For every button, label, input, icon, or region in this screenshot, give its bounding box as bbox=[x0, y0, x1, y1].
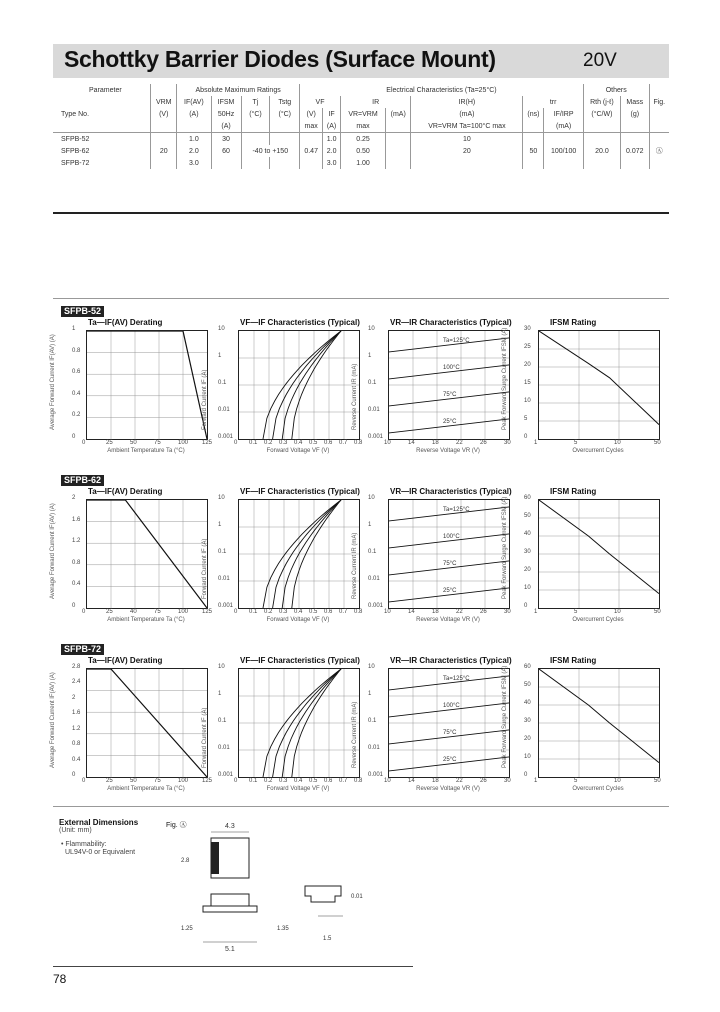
x-tick-label: 50 bbox=[654, 440, 661, 446]
derating-line bbox=[87, 331, 207, 439]
group-others: Others bbox=[583, 84, 649, 96]
x-axis-label: Forward Voltage VF (V) bbox=[266, 617, 330, 623]
y-tick-label: 0.1 bbox=[218, 549, 227, 555]
ifsm-curve bbox=[539, 331, 659, 425]
x-tick-label: 0 bbox=[82, 778, 86, 784]
x-tick-label: 0.5 bbox=[309, 440, 318, 446]
x-tick-label: 0.5 bbox=[309, 609, 318, 615]
x-tick-label: 10 bbox=[614, 778, 621, 784]
y-tick-label: 0.001 bbox=[368, 434, 384, 440]
x-tick-label: 100 bbox=[178, 609, 189, 615]
series-label: Ta=125°C bbox=[443, 337, 470, 344]
table-bottom-rule bbox=[53, 212, 669, 214]
y-axis-label: Peak Forward Surge Current IFSM (A) bbox=[502, 496, 508, 599]
x-tick-label: 10 bbox=[614, 609, 621, 615]
x-tick-label: 0 bbox=[234, 778, 238, 784]
y-tick-label: 0.8 bbox=[72, 347, 81, 354]
x-tick-label: 0.3 bbox=[279, 609, 288, 615]
y-tick-label: 0 bbox=[524, 434, 528, 440]
external-dimensions bbox=[53, 812, 433, 962]
section-label: SFPB-52 bbox=[61, 306, 104, 317]
plot-area bbox=[86, 499, 208, 609]
y-axis-label: Reverse Current IR (mA) bbox=[352, 532, 358, 599]
x-tick-label: 75 bbox=[154, 609, 161, 615]
x-tick-label: 22 bbox=[456, 440, 463, 446]
x-tick-label: 1 bbox=[534, 609, 538, 615]
x-tick-label: 22 bbox=[456, 609, 463, 615]
chart-title: IFSM Rating bbox=[550, 656, 597, 665]
y-tick-label: 30 bbox=[524, 549, 531, 555]
chart-panel bbox=[502, 487, 661, 627]
table-row: SFPB-52 1.0 30 1.0 0.25 10 bbox=[53, 133, 669, 146]
ext-fig: Fig. Ⓐ bbox=[166, 822, 187, 829]
y-tick-label: 1.2 bbox=[72, 538, 81, 545]
dim-lead-left: 1.25 bbox=[181, 926, 193, 932]
plot-area bbox=[538, 499, 660, 609]
y-tick-label: 1.2 bbox=[72, 725, 81, 732]
section-label: SFPB-72 bbox=[61, 644, 104, 655]
x-tick-label: 125 bbox=[202, 778, 213, 784]
x-tick-label: 0.7 bbox=[339, 778, 348, 784]
x-tick-label: 25 bbox=[106, 778, 113, 784]
ext-top-rule bbox=[53, 806, 669, 807]
group-elec: Electrical Characteristics (Ta=25°C) bbox=[300, 84, 584, 96]
x-tick-label: 0.8 bbox=[354, 778, 363, 784]
chart-svg bbox=[389, 669, 509, 777]
x-tick-label: 0.8 bbox=[354, 440, 363, 446]
x-axis-label: Reverse Voltage VR (V) bbox=[416, 448, 480, 454]
x-tick-label: 26 bbox=[480, 609, 487, 615]
x-axis-label: Overcurrent Cycles bbox=[572, 617, 624, 623]
y-axis-label: Average Forward Current IF(AV) (A) bbox=[50, 503, 56, 599]
y-tick-label: 10 bbox=[524, 754, 531, 760]
y-tick-label: 0.001 bbox=[368, 603, 384, 609]
plot-area bbox=[238, 330, 360, 440]
chart-svg bbox=[389, 500, 509, 608]
y-tick-label: 60 bbox=[524, 664, 531, 670]
x-tick-label: 0.1 bbox=[249, 778, 258, 784]
mass-col: Mass bbox=[620, 96, 649, 108]
fig-label: Fig. bbox=[649, 96, 669, 108]
footer-rule bbox=[53, 966, 413, 967]
y-tick-label: 60 bbox=[524, 495, 531, 501]
series-label: 25°C bbox=[443, 587, 457, 594]
y-tick-label: 0.001 bbox=[368, 772, 384, 778]
x-tick-label: 0.7 bbox=[339, 440, 348, 446]
x-tick-label: 14 bbox=[408, 778, 415, 784]
y-tick-label: 0 bbox=[524, 772, 528, 778]
x-axis-label: Forward Voltage VF (V) bbox=[266, 786, 330, 792]
plot-area bbox=[538, 668, 660, 778]
y-tick-label: 0.2 bbox=[72, 412, 81, 419]
x-tick-label: 26 bbox=[480, 778, 487, 784]
x-tick-label: 0.1 bbox=[249, 440, 258, 446]
y-tick-label: 50 bbox=[524, 682, 531, 688]
dim-width: 4.3 bbox=[225, 823, 235, 830]
series-label: 75°C bbox=[443, 560, 457, 567]
chart-title: VR—IR Characteristics (Typical) bbox=[390, 656, 512, 665]
plot-area bbox=[86, 668, 208, 778]
series-label: Ta=125°C bbox=[443, 675, 470, 682]
y-tick-label: 0.001 bbox=[218, 772, 234, 778]
x-tick-label: 0.4 bbox=[294, 609, 303, 615]
rth-col: Rth (j-ℓ) bbox=[583, 96, 620, 108]
y-tick-label: 2 bbox=[72, 495, 76, 501]
x-tick-label: 10 bbox=[384, 609, 391, 615]
ifsm-curve bbox=[539, 500, 659, 594]
x-tick-label: 0.6 bbox=[324, 609, 333, 615]
chart-svg bbox=[539, 669, 659, 777]
tj-col: Tj bbox=[241, 96, 270, 108]
x-tick-label: 0.1 bbox=[249, 609, 258, 615]
x-tick-label: 25 bbox=[106, 440, 113, 446]
ext-title: External Dimensions bbox=[59, 818, 139, 827]
x-tick-label: 18 bbox=[432, 778, 439, 784]
x-tick-label: 125 bbox=[202, 609, 213, 615]
table-row: SFPB-62 20 2.0 60 -40 to +150 0.47 2.0 0.50 20 50 100/100 20.0 0.072 Ⓐ bbox=[53, 145, 669, 157]
charts-top-rule bbox=[53, 298, 669, 299]
table-row: SFPB-72 3.0 3.0 1.00 bbox=[53, 157, 669, 169]
chart-title: IFSM Rating bbox=[550, 318, 597, 327]
x-tick-label: 5 bbox=[574, 440, 578, 446]
y-tick-label: 0.01 bbox=[218, 745, 230, 751]
x-tick-label: 50 bbox=[130, 778, 137, 784]
spec-table: Parameter Absolute Maximum Ratings Electrical Characteristics (Ta=25°C) Others VRM IF(AV) IFSM Tj Tstg VF IR IR(H) trr Rth (j-ℓ) Mass Fig. Type No. (V) (A) 50Hz (°C) (°C) (V) IF VR=VRM (mA) (mA) (ns) IF/IRP (°C/W) (g) (A) max (A) max VR=VRM Ta=100°C max (mA) SFPB-52 1.0 30 1.0 0.25 10 SFPB-62 20 2.0 60 -40 to +150 0.47 2.0 0.50 20 50 100/100 20.0 0.072 Ⓐ SFPB-72 3.0 3.0 1.00 bbox=[53, 84, 669, 169]
y-tick-label: 0.4 bbox=[72, 390, 81, 397]
y-tick-label: 1.6 bbox=[72, 516, 81, 523]
x-tick-label: 0.8 bbox=[354, 609, 363, 615]
series-label: 25°C bbox=[443, 756, 457, 763]
y-tick-label: 2.4 bbox=[72, 679, 81, 686]
vrm-col: VRM bbox=[151, 96, 177, 108]
x-axis-label: Overcurrent Cycles bbox=[572, 786, 624, 792]
x-tick-label: 75 bbox=[154, 778, 161, 784]
page-number: 78 bbox=[53, 972, 67, 986]
y-tick-label: 2.8 bbox=[72, 664, 81, 670]
x-tick-label: 10 bbox=[614, 440, 621, 446]
type-label: Type No. bbox=[61, 110, 90, 118]
y-tick-label: 0 bbox=[72, 434, 76, 440]
x-axis-label: Ambient Temperature Ta (°C) bbox=[107, 448, 185, 454]
x-tick-label: 14 bbox=[408, 609, 415, 615]
chart-svg bbox=[239, 331, 359, 439]
series-label: 75°C bbox=[443, 391, 457, 398]
x-tick-label: 0 bbox=[234, 609, 238, 615]
x-tick-label: 50 bbox=[654, 778, 661, 784]
group-abs: Absolute Maximum Ratings bbox=[177, 84, 300, 96]
y-tick-label: 0.01 bbox=[368, 576, 380, 582]
y-tick-label: 1.6 bbox=[72, 710, 81, 717]
chart-title: VR—IR Characteristics (Typical) bbox=[390, 318, 512, 327]
series-label: Ta=125°C bbox=[443, 506, 470, 513]
x-tick-label: 26 bbox=[480, 440, 487, 446]
y-tick-label: 10 bbox=[218, 664, 225, 670]
y-tick-label: 10 bbox=[368, 495, 375, 501]
x-tick-label: 0.2 bbox=[264, 778, 273, 784]
y-tick-label: 20 bbox=[524, 362, 531, 368]
x-tick-label: 1 bbox=[534, 440, 538, 446]
y-axis-label: Average Forward Current IF(AV) (A) bbox=[50, 334, 56, 430]
y-tick-label: 0.001 bbox=[218, 434, 234, 440]
x-axis-label: Reverse Voltage VR (V) bbox=[416, 617, 480, 623]
y-tick-label: 30 bbox=[524, 326, 531, 332]
y-axis-label: Forward Current IF (A) bbox=[202, 707, 208, 768]
chart-svg bbox=[87, 669, 207, 777]
y-tick-label: 40 bbox=[524, 531, 531, 537]
chart-panel bbox=[50, 656, 213, 796]
ifsm-curve bbox=[539, 669, 659, 763]
y-tick-label: 2 bbox=[72, 694, 76, 701]
chart-svg bbox=[539, 331, 659, 439]
x-tick-label: 5 bbox=[574, 778, 578, 784]
param-label: Parameter bbox=[89, 86, 122, 94]
series-label: 25°C bbox=[443, 418, 457, 425]
y-tick-label: 1 bbox=[218, 522, 222, 528]
y-tick-label: 10 bbox=[524, 585, 531, 591]
x-tick-label: 0.6 bbox=[324, 440, 333, 446]
y-axis-label: Average Forward Current IF(AV) (A) bbox=[50, 672, 56, 768]
y-tick-label: 10 bbox=[218, 326, 225, 332]
x-tick-label: 30 bbox=[504, 609, 511, 615]
chart-svg bbox=[87, 331, 207, 439]
y-tick-label: 0.01 bbox=[218, 576, 230, 582]
x-tick-label: 40 bbox=[130, 609, 137, 615]
x-tick-label: 0 bbox=[82, 440, 86, 446]
y-tick-label: 0.4 bbox=[72, 581, 81, 588]
x-tick-label: 10 bbox=[384, 440, 391, 446]
irh-col: IR(H) bbox=[411, 96, 523, 108]
x-tick-label: 0 bbox=[82, 609, 86, 615]
vf-col: VF bbox=[300, 96, 341, 108]
chart-panel bbox=[502, 318, 661, 458]
x-tick-label: 22 bbox=[456, 778, 463, 784]
derating-line bbox=[87, 500, 207, 608]
x-tick-label: 100 bbox=[178, 440, 189, 446]
chart-panel bbox=[50, 487, 213, 627]
y-tick-label: 0.8 bbox=[72, 741, 81, 748]
chart-svg bbox=[389, 331, 509, 439]
chart-title: VF—IF Characteristics (Typical) bbox=[240, 487, 360, 496]
y-tick-label: 1 bbox=[368, 353, 372, 359]
dim-height: 2.8 bbox=[181, 858, 190, 864]
ext-unit: (Unit: mm) bbox=[59, 827, 92, 834]
x-axis-label: Ambient Temperature Ta (°C) bbox=[107, 617, 185, 623]
y-tick-label: 10 bbox=[524, 398, 531, 404]
vrm-header bbox=[151, 84, 177, 96]
plot-area bbox=[238, 499, 360, 609]
dim-length: 5.1 bbox=[225, 946, 235, 953]
y-tick-label: 0 bbox=[524, 603, 528, 609]
tstg-col: Tstg bbox=[270, 96, 300, 108]
x-tick-label: 125 bbox=[202, 440, 213, 446]
chart-title: Ta—IF(AV) Derating bbox=[88, 487, 163, 496]
if-col: IF(AV) bbox=[177, 96, 211, 108]
chart-title: IFSM Rating bbox=[550, 487, 597, 496]
series-label: 100°C bbox=[443, 533, 460, 540]
y-tick-label: 40 bbox=[524, 700, 531, 706]
y-axis-label: Reverse Current IR (mA) bbox=[352, 363, 358, 430]
x-tick-label: 0.4 bbox=[294, 778, 303, 784]
x-tick-label: 0 bbox=[234, 440, 238, 446]
x-tick-label: 0.6 bbox=[324, 778, 333, 784]
y-tick-label: 0.1 bbox=[368, 380, 377, 386]
x-tick-label: 18 bbox=[432, 440, 439, 446]
plot-area bbox=[388, 496, 510, 609]
y-tick-label: 10 bbox=[368, 664, 375, 670]
y-tick-label: 0.01 bbox=[368, 407, 380, 413]
x-tick-label: 0.5 bbox=[309, 778, 318, 784]
y-tick-label: 0.4 bbox=[72, 756, 81, 763]
y-tick-label: 20 bbox=[524, 736, 531, 742]
plot-area bbox=[388, 665, 510, 778]
y-axis-label: Reverse Current IR (mA) bbox=[352, 701, 358, 768]
chart-svg bbox=[539, 500, 659, 608]
y-tick-label: 0 bbox=[72, 603, 76, 609]
y-tick-label: 1 bbox=[218, 353, 222, 359]
chart-svg bbox=[87, 500, 207, 608]
dim-lead-right: 1.35 bbox=[277, 926, 289, 932]
x-tick-label: 0.2 bbox=[264, 609, 273, 615]
y-tick-label: 0.1 bbox=[218, 380, 227, 386]
x-axis-label: Forward Voltage VF (V) bbox=[266, 448, 330, 454]
plot-area bbox=[238, 668, 360, 778]
y-axis-label: Forward Current IF (A) bbox=[202, 538, 208, 599]
x-tick-label: 25 bbox=[106, 609, 113, 615]
series-label: 100°C bbox=[443, 702, 460, 709]
x-tick-label: 0.3 bbox=[279, 440, 288, 446]
y-tick-label: 0.01 bbox=[368, 745, 380, 751]
y-tick-label: 1 bbox=[368, 522, 372, 528]
ir-col: IR bbox=[340, 96, 410, 108]
chart-panel bbox=[502, 656, 661, 796]
x-tick-label: 0.2 bbox=[264, 440, 273, 446]
plot-area bbox=[86, 330, 208, 440]
y-tick-label: 5 bbox=[524, 416, 528, 422]
y-tick-label: 1 bbox=[368, 691, 372, 697]
y-tick-label: 0.001 bbox=[218, 603, 234, 609]
y-tick-label: 0.8 bbox=[72, 559, 81, 566]
x-tick-label: 30 bbox=[504, 778, 511, 784]
x-tick-label: 18 bbox=[432, 609, 439, 615]
y-tick-label: 1 bbox=[72, 326, 76, 332]
chart-title: VF—IF Characteristics (Typical) bbox=[240, 318, 360, 327]
page-title: Schottky Barrier Diodes (Surface Mount) bbox=[64, 46, 496, 72]
y-tick-label: 0 bbox=[72, 772, 76, 778]
y-axis-label: Peak Forward Surge Current IFSM (A) bbox=[502, 327, 508, 430]
y-tick-label: 15 bbox=[524, 380, 531, 386]
x-tick-label: 10 bbox=[384, 778, 391, 784]
y-tick-label: 0.6 bbox=[72, 369, 81, 376]
chart-title: VR—IR Characteristics (Typical) bbox=[390, 487, 512, 496]
x-tick-label: 50 bbox=[654, 609, 661, 615]
chart-title: Ta—IF(AV) Derating bbox=[88, 318, 163, 327]
package-drawing bbox=[53, 812, 373, 962]
y-axis-label: Forward Current IF (A) bbox=[202, 369, 208, 430]
chart-title: VF—IF Characteristics (Typical) bbox=[240, 656, 360, 665]
y-tick-label: 0.1 bbox=[368, 718, 377, 724]
x-tick-label: 0.3 bbox=[279, 778, 288, 784]
y-tick-label: 0.1 bbox=[218, 718, 227, 724]
x-tick-label: 50 bbox=[130, 440, 137, 446]
flammability-label: • Flammability: bbox=[61, 841, 107, 848]
y-axis-label: Peak Forward Surge Current IFSM (A) bbox=[502, 665, 508, 768]
derating-line bbox=[87, 669, 207, 777]
dim-thickness: 0.01 bbox=[351, 894, 363, 900]
y-tick-label: 0.1 bbox=[368, 549, 377, 555]
x-axis-label: Ambient Temperature Ta (°C) bbox=[107, 786, 185, 792]
flammability-value: UL94V-0 or Equivalent bbox=[65, 849, 136, 856]
x-tick-label: 30 bbox=[504, 440, 511, 446]
y-tick-label: 10 bbox=[218, 495, 225, 501]
trr-col: trr bbox=[523, 96, 583, 108]
series-label: 100°C bbox=[443, 364, 460, 371]
y-tick-label: 50 bbox=[524, 513, 531, 519]
voltage-label: 20V bbox=[583, 50, 617, 71]
y-tick-label: 20 bbox=[524, 567, 531, 573]
y-tick-label: 10 bbox=[368, 326, 375, 332]
y-tick-label: 1 bbox=[218, 691, 222, 697]
x-tick-label: 0.7 bbox=[339, 609, 348, 615]
x-tick-label: 5 bbox=[574, 609, 578, 615]
x-tick-label: 0.4 bbox=[294, 440, 303, 446]
y-tick-label: 25 bbox=[524, 344, 531, 350]
x-axis-label: Overcurrent Cycles bbox=[572, 448, 624, 454]
chart-svg bbox=[239, 500, 359, 608]
series-label: 75°C bbox=[443, 729, 457, 736]
ifsm-col: IFSM bbox=[211, 96, 241, 108]
x-tick-label: 1 bbox=[534, 778, 538, 784]
chart-title: Ta—IF(AV) Derating bbox=[88, 656, 163, 665]
dim-side: 1.5 bbox=[323, 936, 332, 942]
x-tick-label: 100 bbox=[178, 778, 189, 784]
x-tick-label: 14 bbox=[408, 440, 415, 446]
y-tick-label: 0.01 bbox=[218, 407, 230, 413]
chart-svg bbox=[239, 669, 359, 777]
plot-area bbox=[388, 327, 510, 440]
plot-area bbox=[538, 330, 660, 440]
section-label: SFPB-62 bbox=[61, 475, 104, 486]
fig-col bbox=[649, 84, 669, 96]
x-tick-label: 75 bbox=[154, 440, 161, 446]
x-axis-label: Reverse Voltage VR (V) bbox=[416, 786, 480, 792]
chart-panel bbox=[50, 318, 213, 458]
y-tick-label: 30 bbox=[524, 718, 531, 724]
